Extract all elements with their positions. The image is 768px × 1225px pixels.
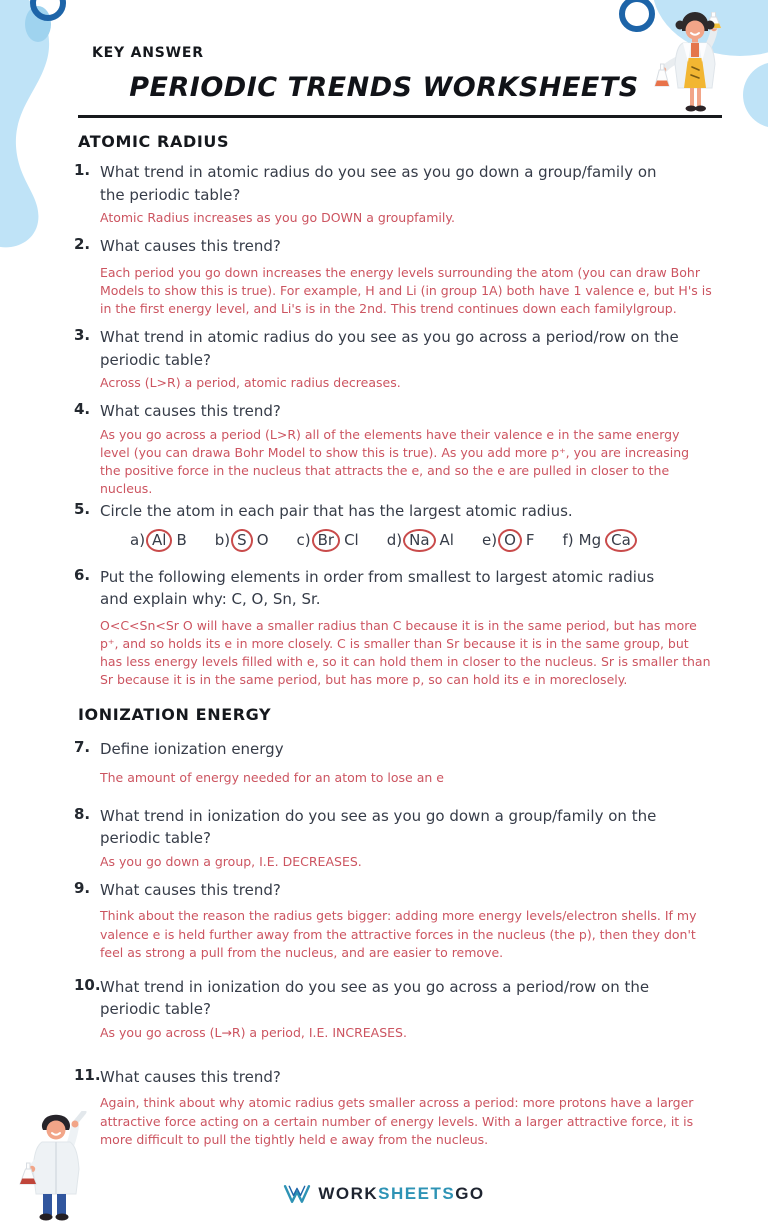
question-text: Define ionization energy xyxy=(100,740,284,759)
question-11 xyxy=(74,1065,724,1149)
logo-word-go: GO xyxy=(455,1184,485,1203)
question-number: 3. xyxy=(74,326,91,344)
element-symbol: F xyxy=(525,531,535,550)
element-symbol: Al xyxy=(439,531,454,550)
element-pairs xyxy=(130,529,724,552)
circled-element: Ca xyxy=(605,529,637,552)
logo-word-work: WORK xyxy=(318,1184,379,1203)
question-text: What causes this trend? xyxy=(100,402,281,421)
answer-text: As you go across (L→R) a period, I.E. INCREASES. xyxy=(100,1024,407,1040)
question-8 xyxy=(74,804,724,871)
answer-text: The amount of energy needed for an atom to lose an e xyxy=(100,769,444,785)
pair-label: e) xyxy=(481,531,498,550)
question-6 xyxy=(74,565,724,690)
ring-icon xyxy=(622,0,652,29)
ring-icon xyxy=(33,0,63,18)
circled-element: O xyxy=(498,529,522,552)
left-blob-decoration xyxy=(0,0,70,252)
circled-element: Al xyxy=(146,529,172,552)
question-number: 10. xyxy=(74,975,101,994)
element-symbol: O xyxy=(256,531,269,550)
question-number: 7. xyxy=(74,738,91,757)
scientist-man-illustration xyxy=(6,1111,110,1223)
question-2 xyxy=(74,235,724,318)
question-text: What causes this trend? xyxy=(100,237,281,256)
question-text: What trend in atomic radius do you see as you go down a group/family on the periodic table? xyxy=(100,163,657,204)
question-number: 9. xyxy=(74,878,91,897)
answer-text: Again, think about why atomic radius gets smaller across a period: more protons have a larger attractive force acting on a certain number of energy levels. With a larger attractive force, it is more difficult to pull the tightly held e away from the nucleus. xyxy=(100,1095,694,1147)
question-9 xyxy=(74,878,724,962)
question-text: Put the following elements in order from smallest to largest atomic radius and explain why: C, O, Sn, Sr. xyxy=(100,567,655,609)
worksheet-content xyxy=(74,132,724,1157)
logo-word-sheets: SHEETS xyxy=(378,1184,456,1203)
worksheetsgo-logo xyxy=(0,1183,768,1205)
question-text: What causes this trend? xyxy=(100,880,281,899)
question-number: 11. xyxy=(74,1065,101,1084)
blob-shape xyxy=(0,0,49,247)
pair-label: a) xyxy=(130,531,146,550)
question-3 xyxy=(74,326,724,392)
question-text: What causes this trend? xyxy=(100,1067,281,1086)
question-7 xyxy=(74,738,724,787)
answer-text: Think about the reason the radius gets bigger: adding more energy levels/electron shells. If my valence e is held further away from the attractive forces in the nucleus (the p), then they don't feel as strong a pull from the nucleus, and are easier to remove. xyxy=(100,908,697,960)
pair-d xyxy=(387,529,454,552)
question-10 xyxy=(74,975,724,1042)
question-5 xyxy=(74,500,724,552)
answer-text: As you go across a period (L>R) all of the elements have their valence e in the same energy level (you can drawa Bohr Model to show this is true). As you add more p⁺, you are increasing the positive force in the nucleus that attracts the e, and so the e are pulled in closer to the nucleus. xyxy=(100,426,690,496)
header-divider xyxy=(78,115,722,118)
pair-b xyxy=(215,529,269,552)
pair-e xyxy=(482,529,535,552)
question-number: 4. xyxy=(74,400,91,419)
section-heading-atomic-radius: ATOMIC RADIUS xyxy=(78,132,230,151)
key-answer-label: KEY ANSWER xyxy=(92,45,204,61)
question-4 xyxy=(74,400,724,498)
question-number: 8. xyxy=(74,804,91,823)
element-symbol: Cl xyxy=(344,531,359,550)
question-text: Circle the atom in each pair that has the largest atomic radius. xyxy=(100,502,573,521)
element-symbol: B xyxy=(176,531,187,550)
circled-element: S xyxy=(231,529,253,552)
answer-text: Across (L>R) a period, atomic radius decreases. xyxy=(100,375,401,390)
answer-text: Each period you go down increases the energy levels surrounding the atom (you can draw Bohr Models to show this is true). For example, H and Li (in group 1A) both have 1 valence e, but H's is in the first energy level, and Li's is in the 2nd. This trend continues down each familylgroup. xyxy=(100,264,712,316)
question-text: What trend in ionization do you see as you go down a group/family on the periodic table? xyxy=(100,806,657,848)
element-symbol: Mg xyxy=(578,531,602,550)
pair-c xyxy=(297,529,359,552)
question-text: What trend in atomic radius do you see as you go across a period/row on the periodic table? xyxy=(100,328,679,369)
pair-a xyxy=(130,529,187,552)
logo-text xyxy=(318,1184,484,1204)
question-number: 1. xyxy=(74,161,91,179)
pair-label: d) xyxy=(386,531,403,550)
pair-label: b) xyxy=(214,531,231,550)
pair-label: c) xyxy=(296,531,311,550)
circled-element: Na xyxy=(403,529,435,552)
section-heading-ionization-energy: IONIZATION ENERGY xyxy=(78,705,272,725)
question-1 xyxy=(74,161,724,227)
pair-label: f) xyxy=(562,531,574,550)
small-oval-decoration xyxy=(25,6,51,42)
logo-w-icon xyxy=(283,1183,311,1205)
pair-f xyxy=(563,529,637,552)
question-number: 5. xyxy=(74,500,91,519)
circled-element: Br xyxy=(312,529,340,552)
answer-text: Atomic Radius increases as you go DOWN a groupfamily. xyxy=(100,210,455,225)
question-number: 2. xyxy=(74,235,91,254)
page-title: PERIODIC TRENDS WORKSHEETS xyxy=(129,72,639,103)
answer-text: As you go down a group, I.E. DECREASES. xyxy=(100,853,362,869)
answer-text: O<C<Sn<Sr O will have a smaller radius than C because it is in the same period, but has more p⁺, and so holds its e in more closely. C is smaller than Sr because it is in the same group, but has less energy levels filled with e, so it can hold them in closer to the nucleus. Sr is smaller than Sr because it is in the same period, but has more p, so can hold its e in moreclosely. xyxy=(100,617,711,687)
question-number: 6. xyxy=(74,565,91,584)
question-text: What trend in ionization do you see as you go across a period/row on the periodic table? xyxy=(100,977,650,1019)
